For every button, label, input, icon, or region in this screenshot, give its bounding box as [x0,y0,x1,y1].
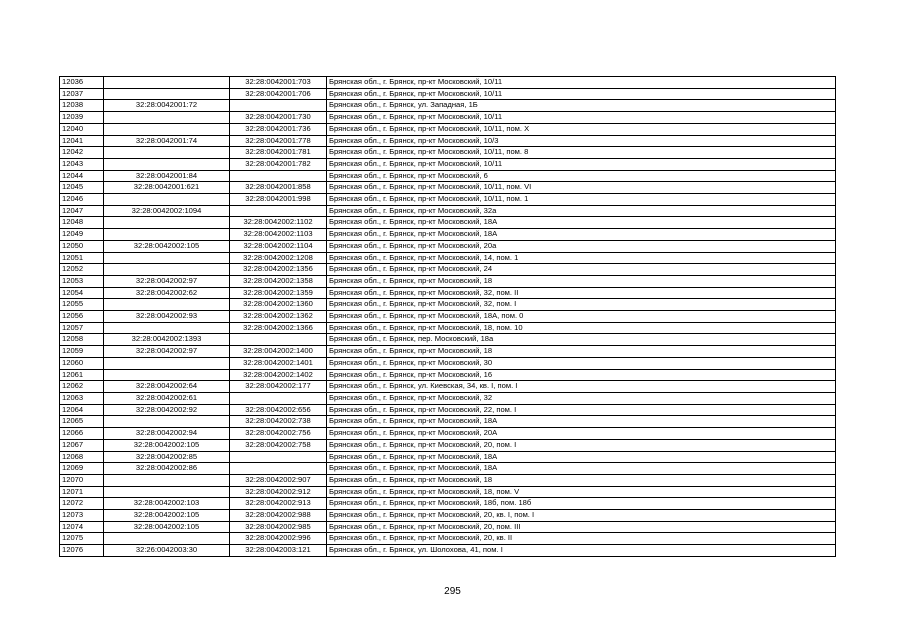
address-cell: Брянская обл., г. Брянск, пр-кт Московский, 24 [327,264,836,276]
table-row [60,287,836,299]
row-number-cell: 12050 [60,240,104,252]
land-cadastral-number-cell: 32:28:0042002:105 [104,521,230,533]
table-row [60,451,836,463]
table-row [60,240,836,252]
table-row [60,404,836,416]
building-cadastral-number-cell [230,392,327,404]
land-cadastral-number-cell: 32:28:0042002:105 [104,240,230,252]
row-number-cell: 12062 [60,381,104,393]
land-cadastral-number-cell [104,322,230,334]
table-row [60,100,836,112]
row-number-cell: 12056 [60,311,104,323]
building-cadastral-number-cell: 32:28:0042001:781 [230,147,327,159]
land-cadastral-number-cell: 32:28:0042002:92 [104,404,230,416]
land-cadastral-number-cell [104,264,230,276]
building-cadastral-number-cell: 32:28:0042002:1360 [230,299,327,311]
building-cadastral-number-cell [230,205,327,217]
land-cadastral-number-cell: 32:28:0042001:74 [104,135,230,147]
row-number-cell: 12054 [60,287,104,299]
table-row [60,88,836,100]
land-cadastral-number-cell: 32:28:0042002:61 [104,392,230,404]
table-row [60,428,836,440]
table-row [60,311,836,323]
row-number-cell: 12052 [60,264,104,276]
building-cadastral-number-cell: 32:28:0042002:1208 [230,252,327,264]
address-cell: Брянская обл., г. Брянск, пр-кт Московский, 18 [327,474,836,486]
building-cadastral-number-cell: 32:28:0042002:1102 [230,217,327,229]
row-number-cell: 12074 [60,521,104,533]
table-row [60,498,836,510]
building-cadastral-number-cell [230,463,327,475]
land-cadastral-number-cell [104,194,230,206]
row-number-cell: 12071 [60,486,104,498]
address-cell: Брянская обл., г. Брянск, пр-кт Московский, 32, пом. II [327,287,836,299]
row-number-cell: 12076 [60,545,104,557]
table-row [60,439,836,451]
row-number-cell: 12044 [60,170,104,182]
row-number-cell: 12055 [60,299,104,311]
row-number-cell: 12048 [60,217,104,229]
row-number-cell: 12038 [60,100,104,112]
address-cell: Брянская обл., г. Брянск, пр-кт Московский, 18 [327,275,836,287]
row-number-cell: 12047 [60,205,104,217]
row-number-cell: 12063 [60,392,104,404]
table-row [60,510,836,522]
row-number-cell: 12057 [60,322,104,334]
row-number-cell: 12042 [60,147,104,159]
building-cadastral-number-cell: 32:28:0042002:985 [230,521,327,533]
building-cadastral-number-cell: 32:28:0042002:1358 [230,275,327,287]
land-cadastral-number-cell: 32:28:0042002:105 [104,439,230,451]
address-cell: Брянская обл., г. Брянск, пр-кт Московский, 6 [327,170,836,182]
building-cadastral-number-cell: 32:28:0042001:998 [230,194,327,206]
address-cell: Брянская обл., г. Брянск, пр-кт Московский, 10/11, пом. 8 [327,147,836,159]
row-number-cell: 12051 [60,252,104,264]
table-row [60,147,836,159]
row-number-cell: 12067 [60,439,104,451]
row-number-cell: 12046 [60,194,104,206]
land-cadastral-number-cell [104,299,230,311]
table-row [60,170,836,182]
building-cadastral-number-cell: 32:28:0042001:706 [230,88,327,100]
address-cell: Брянская обл., г. Брянск, пр-кт Московский, 16 [327,369,836,381]
building-cadastral-number-cell: 32:28:0042001:782 [230,158,327,170]
land-cadastral-number-cell [104,369,230,381]
land-cadastral-number-cell: 32:28:0042002:94 [104,428,230,440]
row-number-cell: 12041 [60,135,104,147]
address-cell: Брянская обл., г. Брянск, пер. Московский, 18а [327,334,836,346]
land-cadastral-number-cell: 32:28:0042002:93 [104,311,230,323]
building-cadastral-number-cell: 32:28:0042002:996 [230,533,327,545]
address-cell: Брянская обл., г. Брянск, пр-кт Московский, 20, кв. II [327,533,836,545]
table-row [60,112,836,124]
building-cadastral-number-cell: 32:28:0042001:730 [230,112,327,124]
table-row [60,334,836,346]
row-number-cell: 12043 [60,158,104,170]
table-row [60,194,836,206]
land-cadastral-number-cell [104,416,230,428]
building-cadastral-number-cell: 32:28:0042002:912 [230,486,327,498]
table-row [60,205,836,217]
table-row [60,135,836,147]
building-cadastral-number-cell [230,170,327,182]
building-cadastral-number-cell: 32:28:0042002:1104 [230,240,327,252]
row-number-cell: 12064 [60,404,104,416]
land-cadastral-number-cell: 32:28:0042002:64 [104,381,230,393]
building-cadastral-number-cell: 32:28:0042002:1362 [230,311,327,323]
building-cadastral-number-cell: 32:28:0042002:177 [230,381,327,393]
address-cell: Брянская обл., г. Брянск, пр-кт Московский, 18А [327,217,836,229]
address-cell: Брянская обл., г. Брянск, пр-кт Московский, 22, пом. I [327,404,836,416]
land-cadastral-number-cell: 32:28:0042002:97 [104,346,230,358]
address-cell: Брянская обл., г. Брянск, пр-кт Московский, 32 [327,392,836,404]
address-cell: Брянская обл., г. Брянск, пр-кт Московский, 20А [327,428,836,440]
building-cadastral-number-cell: 32:28:0042002:1103 [230,229,327,241]
land-cadastral-number-cell: 32:28:0042001:621 [104,182,230,194]
address-cell: Брянская обл., г. Брянск, пр-кт Московский, 18А [327,229,836,241]
address-cell: Брянская обл., г. Брянск, пр-кт Московский, 10/11 [327,158,836,170]
address-cell: Брянская обл., г. Брянск, пр-кт Московский, 18А [327,463,836,475]
address-cell: Брянская обл., г. Брянск, пр-кт Московский, 10/11 [327,112,836,124]
land-cadastral-number-cell: 32:26:0042003:30 [104,545,230,557]
building-cadastral-number-cell: 32:28:0042003:121 [230,545,327,557]
table-row [60,381,836,393]
table-row [60,392,836,404]
table-row [60,521,836,533]
building-cadastral-number-cell: 32:28:0042002:656 [230,404,327,416]
address-cell: Брянская обл., г. Брянск, пр-кт Московский, 18 [327,346,836,358]
address-cell: Брянская обл., г. Брянск, пр-кт Московский, 18, пом. 10 [327,322,836,334]
address-cell: Брянская обл., г. Брянск, пр-кт Московский, 10/11, пом. X [327,123,836,135]
land-cadastral-number-cell [104,252,230,264]
address-cell: Брянская обл., г. Брянск, пр-кт Московский, 18А, пом. 0 [327,311,836,323]
row-number-cell: 12068 [60,451,104,463]
table-row [60,533,836,545]
address-cell: Брянская обл., г. Брянск, пр-кт Московский, 20а [327,240,836,252]
land-cadastral-number-cell: 32:28:0042002:97 [104,275,230,287]
land-cadastral-number-cell [104,486,230,498]
building-cadastral-number-cell: 32:28:0042002:1401 [230,357,327,369]
table-row [60,322,836,334]
building-cadastral-number-cell: 32:28:0042002:1356 [230,264,327,276]
land-cadastral-number-cell: 32:28:0042002:86 [104,463,230,475]
building-cadastral-number-cell: 32:28:0042002:988 [230,510,327,522]
building-cadastral-number-cell: 32:28:0042002:738 [230,416,327,428]
row-number-cell: 12040 [60,123,104,135]
table-row [60,463,836,475]
table-row [60,545,836,557]
table-row [60,357,836,369]
table-row [60,416,836,428]
address-cell: Брянская обл., г. Брянск, пр-кт Московский, 10/11 [327,77,836,89]
row-number-cell: 12069 [60,463,104,475]
table-row [60,474,836,486]
registry-table [59,76,836,557]
building-cadastral-number-cell [230,334,327,346]
row-number-cell: 12070 [60,474,104,486]
row-number-cell: 12066 [60,428,104,440]
land-cadastral-number-cell [104,112,230,124]
table-row [60,264,836,276]
address-cell: Брянская обл., г. Брянск, пр-кт Московский, 18, пом. V [327,486,836,498]
table-row [60,123,836,135]
land-cadastral-number-cell: 32:28:0042001:84 [104,170,230,182]
land-cadastral-number-cell [104,123,230,135]
address-cell: Брянская обл., г. Брянск, пр-кт Московский, 32, пом. I [327,299,836,311]
row-number-cell: 12037 [60,88,104,100]
land-cadastral-number-cell [104,77,230,89]
land-cadastral-number-cell: 32:28:0042002:1094 [104,205,230,217]
land-cadastral-number-cell [104,474,230,486]
table-row [60,346,836,358]
building-cadastral-number-cell: 32:28:0042002:907 [230,474,327,486]
row-number-cell: 12058 [60,334,104,346]
land-cadastral-number-cell [104,158,230,170]
table-row [60,299,836,311]
table-row [60,77,836,89]
land-cadastral-number-cell [104,229,230,241]
address-cell: Брянская обл., г. Брянск, пр-кт Московский, 32а [327,205,836,217]
address-cell: Брянская обл., г. Брянск, пр-кт Московский, 20, пом. III [327,521,836,533]
building-cadastral-number-cell: 32:28:0042001:736 [230,123,327,135]
address-cell: Брянская обл., г. Брянск, ул. Западная, 1Б [327,100,836,112]
address-cell: Брянская обл., г. Брянск, пр-кт Московский, 18б, пом. 18б [327,498,836,510]
table-row [60,158,836,170]
land-cadastral-number-cell [104,147,230,159]
table-row [60,229,836,241]
address-cell: Брянская обл., г. Брянск, пр-кт Московский, 10/11 [327,88,836,100]
row-number-cell: 12073 [60,510,104,522]
registry-table-body [60,77,836,557]
address-cell: Брянская обл., г. Брянск, ул. Шолохова, 41, пом. I [327,545,836,557]
row-number-cell: 12049 [60,229,104,241]
land-cadastral-number-cell [104,357,230,369]
building-cadastral-number-cell [230,100,327,112]
land-cadastral-number-cell: 32:28:0042002:1393 [104,334,230,346]
row-number-cell: 12045 [60,182,104,194]
row-number-cell: 12059 [60,346,104,358]
address-cell: Брянская обл., г. Брянск, пр-кт Московский, 10/3 [327,135,836,147]
address-cell: Брянская обл., г. Брянск, пр-кт Московский, 18А [327,416,836,428]
row-number-cell: 12060 [60,357,104,369]
building-cadastral-number-cell: 32:28:0042002:756 [230,428,327,440]
table-row [60,275,836,287]
address-cell: Брянская обл., г. Брянск, пр-кт Московский, 18А [327,451,836,463]
address-cell: Брянская обл., г. Брянск, ул. Киевская, 34, кв. I, пом. I [327,381,836,393]
row-number-cell: 12072 [60,498,104,510]
address-cell: Брянская обл., г. Брянск, пр-кт Московский, 20, пом. I [327,439,836,451]
land-cadastral-number-cell: 32:28:0042002:62 [104,287,230,299]
building-cadastral-number-cell [230,451,327,463]
table-row [60,217,836,229]
row-number-cell: 12039 [60,112,104,124]
land-cadastral-number-cell: 32:28:0042002:103 [104,498,230,510]
building-cadastral-number-cell: 32:28:0042002:913 [230,498,327,510]
table-row [60,369,836,381]
land-cadastral-number-cell: 32:28:0042002:105 [104,510,230,522]
building-cadastral-number-cell: 32:28:0042002:1366 [230,322,327,334]
address-cell: Брянская обл., г. Брянск, пр-кт Московский, 30 [327,357,836,369]
building-cadastral-number-cell: 32:28:0042002:1402 [230,369,327,381]
land-cadastral-number-cell: 32:28:0042001:72 [104,100,230,112]
address-cell: Брянская обл., г. Брянск, пр-кт Московский, 14, пом. 1 [327,252,836,264]
row-number-cell: 12075 [60,533,104,545]
building-cadastral-number-cell: 32:28:0042001:778 [230,135,327,147]
table-row [60,486,836,498]
land-cadastral-number-cell: 32:28:0042002:85 [104,451,230,463]
land-cadastral-number-cell [104,533,230,545]
building-cadastral-number-cell: 32:28:0042001:703 [230,77,327,89]
building-cadastral-number-cell: 32:28:0042002:1359 [230,287,327,299]
page-number: 295 [444,586,461,597]
building-cadastral-number-cell: 32:28:0042001:858 [230,182,327,194]
row-number-cell: 12061 [60,369,104,381]
row-number-cell: 12036 [60,77,104,89]
row-number-cell: 12053 [60,275,104,287]
land-cadastral-number-cell [104,88,230,100]
building-cadastral-number-cell: 32:28:0042002:1400 [230,346,327,358]
table-row [60,182,836,194]
land-cadastral-number-cell [104,217,230,229]
address-cell: Брянская обл., г. Брянск, пр-кт Московский, 10/11, пом. VI [327,182,836,194]
address-cell: Брянская обл., г. Брянск, пр-кт Московский, 20, кв. I, пом. I [327,510,836,522]
row-number-cell: 12065 [60,416,104,428]
address-cell: Брянская обл., г. Брянск, пр-кт Московский, 10/11, пом. 1 [327,194,836,206]
table-row [60,252,836,264]
building-cadastral-number-cell: 32:28:0042002:758 [230,439,327,451]
